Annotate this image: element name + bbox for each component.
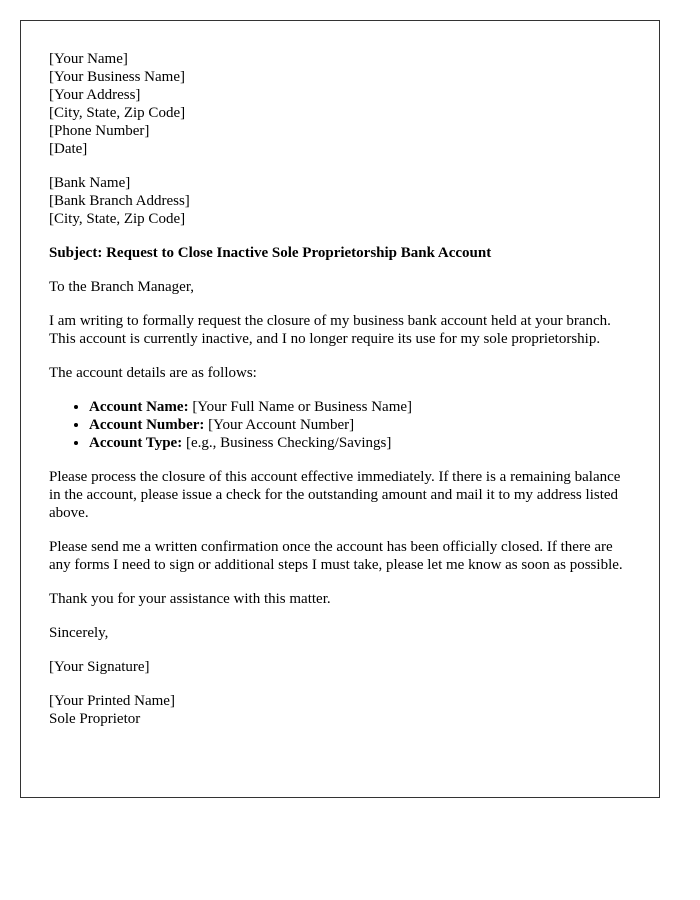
letter-document <box>20 20 660 798</box>
recipient-block <box>49 174 631 228</box>
letter-date: [Date] <box>49 141 88 157</box>
details-lead: The account details are as follows: <box>49 365 257 381</box>
detail-label: Account Number: <box>89 417 205 433</box>
recipient-bank-name: [Bank Name] <box>49 175 131 191</box>
detail-account-number <box>89 416 631 434</box>
sender-city-state-zip: [City, State, Zip Code] <box>49 105 186 121</box>
sender-block <box>49 50 631 158</box>
intro-paragraph: I am writing to formally request the closure of my business bank account held at your branch. This account is currently inactive, and I no longer require its use for my sole proprietorship. <box>49 313 611 347</box>
signature-placeholder: [Your Signature] <box>49 659 150 675</box>
detail-value: [Your Full Name or Business Name] <box>188 399 413 415</box>
recipient-branch-address: [Bank Branch Address] <box>49 193 190 209</box>
sender-address: [Your Address] <box>49 87 141 103</box>
thanks-paragraph: Thank you for your assistance with this matter. <box>49 591 331 607</box>
process-paragraph: Please process the closure of this account effective immediately. If there is a remaining balance in the account, please issue a check for the outstanding amount and mail it to my address listed above. <box>49 469 621 521</box>
printed-name: [Your Printed Name] <box>49 693 175 709</box>
sender-business-name: [Your Business Name] <box>49 69 185 85</box>
detail-account-name <box>89 398 631 416</box>
detail-account-type <box>89 434 631 452</box>
sign-off: Sincerely, <box>49 625 109 641</box>
detail-value: [Your Account Number] <box>204 417 355 433</box>
sender-phone: [Phone Number] <box>49 123 150 139</box>
sender-name: [Your Name] <box>49 51 128 67</box>
detail-value: [e.g., Business Checking/Savings] <box>182 435 392 451</box>
detail-label: Account Name: <box>89 399 189 415</box>
recipient-city-state-zip: [City, State, Zip Code] <box>49 211 186 227</box>
printed-name-block <box>49 692 631 728</box>
confirmation-paragraph: Please send me a written confirmation once the account has been officially closed. If there are any forms I need to sign or additional steps I must take, please let me know as soon as possible. <box>49 539 623 573</box>
account-details-list <box>49 398 631 452</box>
subject-line: Subject: Request to Close Inactive Sole Proprietorship Bank Account <box>49 245 492 261</box>
salutation: To the Branch Manager, <box>49 279 194 295</box>
detail-label: Account Type: <box>89 435 183 451</box>
sender-title: Sole Proprietor <box>49 711 141 727</box>
